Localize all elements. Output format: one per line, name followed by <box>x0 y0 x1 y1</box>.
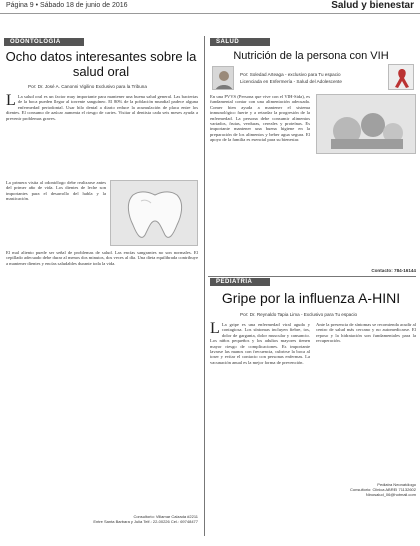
article1-contact <box>60 514 198 524</box>
article3-body2: Ante la presencia de síntomas se recomienda acudir al centro de salud más cercano y no automedicarse. El reposo y la hidratación son fundamentales para la recuperación. <box>316 322 416 344</box>
article2-byline2: Licenciada en Enfermería - Salud del Adolescente <box>240 79 342 84</box>
ribbon-icon <box>389 65 414 90</box>
article3-contact <box>316 482 416 497</box>
article2-kicker: SALUD <box>210 38 270 46</box>
dental-photo <box>110 180 198 246</box>
avatar-icon <box>213 67 234 90</box>
section-title: Salud y bienestar <box>331 0 414 11</box>
article2-byline1: Por: Soledad Arteaga - exclusivo para Tu espacio <box>240 72 341 77</box>
tooth-image <box>111 181 198 246</box>
page-info: Página 9 • Sábado 18 de junio de 2016 <box>6 2 128 9</box>
article1-kicker: ODONTOLOGÍA <box>4 38 84 46</box>
article-divider <box>208 276 416 277</box>
vegetables-image <box>317 95 416 154</box>
red-ribbon-photo <box>388 64 414 90</box>
column-divider <box>204 36 205 536</box>
article1-contact-line1: Consultorio: Villamar Calzada #2211 <box>133 514 198 519</box>
article1-contact-line2: Entre Santa Barbara y Julia Telf.: 22-00226 Cel.: 69748477 <box>93 519 198 524</box>
food-photo <box>316 94 416 154</box>
dropcap: L <box>210 322 220 337</box>
article3-contact-line2: Consultorio: Clinica ABREI 71132602 <box>350 487 416 492</box>
article1-body1-text: La salud oral es un factor muy importante para mantener una buena salud general. Las bacterias de la boca pueden llegar al torrente sanguíneo. El 80% de la población mundial padece alguna enfermedad periodontal. Usar hilo dental a diario reduce la acumulación de placa entre los dientes. El consumo de azúcar aumenta el riesgo de caries. Visitar al dentista cada seis meses ayuda a prevenir problemas graves. <box>6 94 198 121</box>
dropcap: L <box>6 94 16 109</box>
article3-contact-line1: Pediatra Neonatólogo <box>377 482 416 487</box>
article1-body3: El mal aliento puede ser señal de problemas de salud. Las encías sangrantes no son normales. El cepillado adecuado debe durar al menos dos minutos, dos veces al día. Una dieta equilibrada contribuye a mantener dientes y encías saludables durante toda la vida. <box>6 250 198 266</box>
author-photo <box>212 66 234 90</box>
article3-contact-line3: Ninosalud_06@hotmail.com <box>365 492 416 497</box>
article1-body1 <box>6 94 198 178</box>
article3-body1-text: La gripe es una enfermedad viral aguda y contagiosa. Los síntomas incluyen fiebre, tos, dolor de garganta, dolor muscular y cansancio. Los niños pequeños y los adultos mayores tienen mayor riesgo de complicaciones. Es importante lavarse las manos con frecuencia, cubrirse la boca al toser y evitar el contacto con personas enfermas. La vacunación anual es la mejor forma de prevención. <box>210 322 310 365</box>
article1-title: Ocho datos interesantes sobre la salud oral <box>5 49 197 79</box>
article2-title: Nutrición de la persona con VIH <box>233 50 389 62</box>
article1-body2: La primera visita al odontólogo debe realizarse antes del primer año de vida. Los dientes de leche son importantes para el desarrollo del habla y la masticación. <box>6 180 106 202</box>
article2-body-cont <box>316 158 416 272</box>
article1-byline: Por: Dr. José A. Canonni Vigilino Exclusivo para la Tribuna <box>28 84 147 89</box>
article2-body: En una PVVS (Persona que vive con el VIH-Sida), es fundamental contar con una alimentación adecuada. Comer bien ayuda a mantener el sistema inmunológico fuerte y a retardar la progresión de la enfermedad. La persona debe consumir alimentos variados, frutas, verduras, cereales y proteínas. Es importante mantener una buena higiene en la preparación de los alimentos y beber agua segura. El apoyo de la familia es esencial para su bienestar. <box>210 94 310 143</box>
article3-body1 <box>210 322 310 512</box>
article3-title: Gripe por la influenza A-HINI <box>221 290 401 306</box>
article3-byline: Por: Dr. Reynaldo Tapia Lima - Exclusivo para Tu espacio <box>240 312 358 317</box>
article3-kicker: PEDIATRÍA <box>210 278 270 286</box>
article2-contact: Contacto: 784-16144 <box>371 268 416 273</box>
